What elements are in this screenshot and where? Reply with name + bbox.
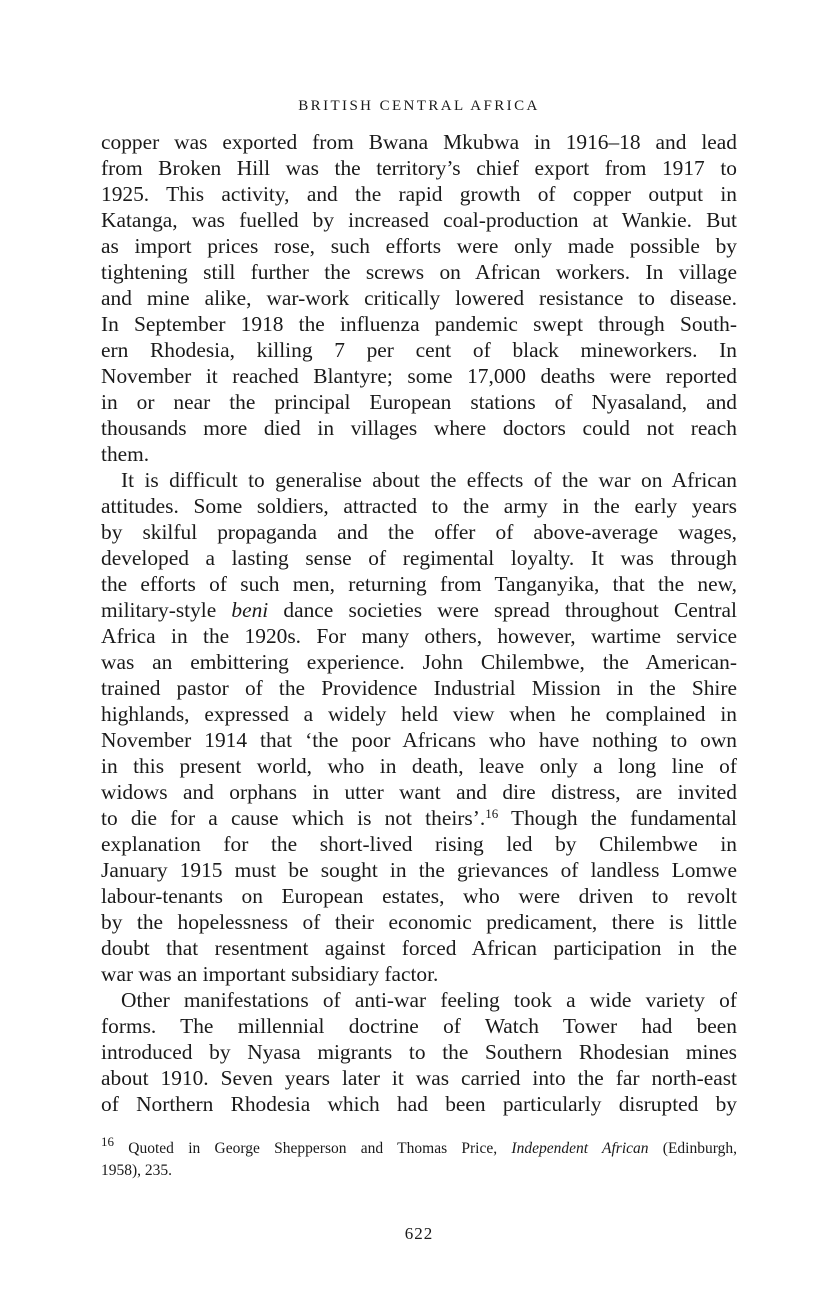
- text-line: highlands, expressed a widely held view when he complained in: [101, 702, 737, 726]
- text-line: January 1915 must be sought in the grievances of landless Lomwe: [101, 858, 737, 882]
- text-line: widows and orphans in utter want and dire distress, are invited: [101, 780, 737, 804]
- text-line: of Northern Rhodesia which had been particularly disrupted by: [101, 1092, 737, 1116]
- text-line: them.: [101, 442, 150, 466]
- text-line: forms. The millennial doctrine of Watch Tower had been: [101, 1014, 737, 1038]
- text-line: Other manifestations of anti-war feeling took a wide variety of: [121, 988, 737, 1012]
- text-line: ern Rhodesia, killing 7 per cent of black mineworkers. In: [101, 338, 737, 362]
- body-text: [101, 129, 737, 1117]
- text-line: developed a lasting sense of regimental loyalty. It was through: [101, 546, 737, 570]
- footnote-marker: 16: [101, 1134, 114, 1149]
- text-line: November it reached Blantyre; some 17,000 deaths were reported: [101, 364, 737, 388]
- text-line-footnote-ref: to die for a cause which is not theirs’.$^{16}$ Though the fundamental: [101, 806, 737, 830]
- paragraph-2: [101, 467, 737, 987]
- text-line: introduced by Nyasa migrants to the Southern Rhodesian mines: [101, 1040, 737, 1064]
- text-line: from Broken Hill was the territory’s chief export from 1917 to: [101, 156, 737, 180]
- text-line: by skilful propaganda and the offer of above-average wages,: [101, 520, 737, 544]
- text-line: the efforts of such men, returning from Tanganyika, that the new,: [101, 572, 737, 596]
- text-line: Africa in the 1920s. For many others, however, wartime service: [101, 624, 737, 648]
- text-line: tightening still further the screws on African workers. In village: [101, 260, 737, 284]
- footnote-line-1: [101, 1134, 737, 1160]
- text-line: It is difficult to generalise about the effects of the war on African: [121, 468, 737, 492]
- text-line: in or near the principal European stations of Nyasaland, and: [101, 390, 737, 414]
- text-line: explanation for the short-lived rising led by Chilembwe in: [101, 832, 737, 856]
- text-line: and mine alike, war-work critically lowered resistance to disease.: [101, 286, 737, 310]
- footnote-line-2: 1958), 235.: [101, 1162, 173, 1179]
- text-line: 1925. This activity, and the rapid growth of copper output in: [101, 182, 737, 206]
- text-line: war was an important subsidiary factor.: [101, 962, 439, 986]
- text-line: labour-tenants on European estates, who were driven to revolt: [101, 884, 737, 908]
- footnote: [101, 1134, 737, 1182]
- page-number: 622: [404, 1224, 434, 1243]
- text-line: Katanga, was fuelled by increased coal-production at Wankie. But: [101, 208, 737, 232]
- text-line: as import prices rose, such efforts were only made possible by: [101, 234, 737, 258]
- text-line: November 1914 that ‘the poor Africans who have nothing to own: [101, 728, 737, 752]
- text-line: by the hopelessness of their economic predicament, there is little: [101, 910, 737, 934]
- text-line: copper was exported from Bwana Mkubwa in 1916–18 and lead: [101, 130, 737, 154]
- running-head: BRITISH CENTRAL AFRICA: [298, 98, 540, 114]
- paragraph-1: [101, 129, 737, 467]
- text-line: in this present world, who in death, leave only a long line of: [101, 754, 737, 778]
- footnote-text: Quoted in George Shepperson and Thomas Price, Independent African (Edinburgh,: [128, 1140, 737, 1157]
- text-line-beni: military-style beni dance societies were spread throughout Central: [101, 598, 737, 622]
- text-line: In September 1918 the influenza pandemic swept through South-: [101, 312, 737, 336]
- text-line: thousands more died in villages where doctors could not reach: [101, 416, 737, 440]
- text-line: about 1910. Seven years later it was carried into the far north-east: [101, 1066, 737, 1090]
- text-line: doubt that resentment against forced African participation in the: [101, 936, 737, 960]
- text-line: attitudes. Some soldiers, attracted to the army in the early years: [101, 494, 737, 518]
- text-line: trained pastor of the Providence Industrial Mission in the Shire: [101, 676, 737, 700]
- text-line: was an embittering experience. John Chilembwe, the American-: [101, 650, 737, 674]
- paragraph-3: [101, 987, 737, 1117]
